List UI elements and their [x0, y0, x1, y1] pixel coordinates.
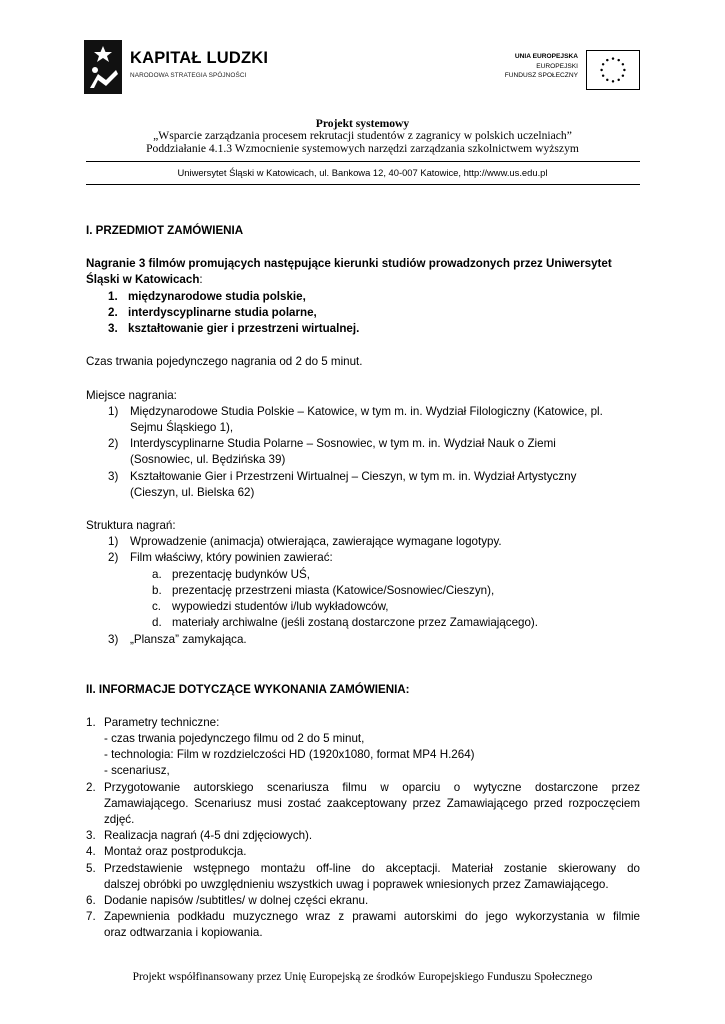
- location-3-line1: Kształtowanie Gier i Przestrzeni Wirtualnej – Cieszyn, w tym m. in. Wydział Artystyczny: [130, 470, 577, 483]
- eu-line2: EUROPEJSKI: [536, 62, 578, 70]
- kapital-ludzki-emblem-icon: [84, 40, 122, 94]
- film-content-b: prezentację przestrzeni miasta (Katowice/Sosnowiec/Cieszyn),: [172, 584, 495, 597]
- major-num-2: 2.: [108, 306, 118, 319]
- item4-text: Montaż oraz postprodukcja.: [104, 845, 247, 858]
- item1-title: Parametry techniczne:: [104, 716, 220, 729]
- structure-item-2: Film właściwy, który powinien zawierać:: [130, 551, 333, 564]
- item1-sub-1: - czas trwania pojedynczego filmu od 2 do 5 minut,: [104, 732, 365, 745]
- eu-logo-text: [505, 52, 578, 81]
- film-content-num-d: d.: [152, 616, 162, 629]
- footer-cofinancing-note: Projekt współfinansowany przez Unię Europejską ze środków Europejskiego Funduszu Społecznego: [132, 971, 593, 983]
- kl-logo-title: KAPITAŁ LUDZKI: [130, 49, 269, 67]
- structure-num-2: 2): [108, 551, 119, 564]
- project-title: Projekt systemowy: [315, 117, 410, 130]
- location-2-line2: (Sosnowiec, ul. Będzińska 39): [130, 453, 286, 466]
- item6-text: Dodanie napisów /subtitles/ w dolnej części ekranu.: [104, 894, 369, 907]
- major-item-1: międzynarodowe studia polskie,: [128, 290, 306, 303]
- item2-line3: zdjęć.: [104, 813, 135, 826]
- intro-line2-bold: Śląski w Katowicach: [86, 273, 200, 286]
- film-content-num-a: a.: [152, 568, 162, 581]
- item5-num: 5.: [86, 862, 96, 875]
- item7-line1: Zapewnienia podkładu muzycznego wraz z prawami autorskimi do jego wykorzystania w filmie: [104, 910, 640, 923]
- intro-line2: [86, 273, 203, 287]
- film-content-d: materiały archiwalne (jeśli zostaną dostarczone przez Zamawiającego).: [172, 616, 539, 629]
- location-num-2: 2): [108, 437, 119, 450]
- film-content-a: prezentację budynków UŚ,: [172, 568, 310, 581]
- film-content-c: wypowiedzi studentów i/lub wykładowców,: [172, 600, 389, 613]
- item1-num: 1.: [86, 716, 96, 729]
- location-1-line1: Międzynarodowe Studia Polskie – Katowice, w tym m. in. Wydział Filologiczny (Katowice, pl.: [130, 405, 603, 418]
- major-num-3: 3.: [108, 322, 118, 335]
- section1-heading: I. PRZEDMIOT ZAMÓWIENIA: [86, 224, 244, 237]
- item1-sub-3: - scenariusz,: [104, 764, 170, 777]
- item3-num: 3.: [86, 829, 96, 842]
- film-content-num-b: b.: [152, 584, 162, 597]
- header-divider-bottom: [86, 184, 640, 185]
- item1-sub-2: - technologia: Film w rozdzielczości HD (1920x1080, format MP4 H.264): [104, 748, 475, 761]
- item2-num: 2.: [86, 781, 96, 794]
- structure-num-1: 1): [108, 535, 119, 548]
- item3-text: Realizacja nagrań (4-5 dni zdjęciowych).: [104, 829, 313, 842]
- intro-line1: Nagranie 3 filmów promujących następujące kierunki studiów prowadzonych przez Uniwersytet: [86, 257, 612, 270]
- eu-logo: [500, 50, 640, 94]
- section2-heading: II. INFORMACJE DOTYCZĄCE WYKONANIA ZAMÓWIENIA:: [86, 683, 410, 696]
- project-measure: Poddziałanie 4.1.3 Wzmocnienie systemowych narzędzi zarządzania szkolnictwem wyższym: [146, 142, 579, 155]
- film-content-num-c: c.: [152, 600, 162, 613]
- item5-line1: Przedstawienie wstępnego montażu off-line do akceptacji. Materiał zostanie skierowany do: [104, 862, 640, 875]
- eu-flag-icon: [586, 50, 640, 90]
- item6-num: 6.: [86, 894, 96, 907]
- duration-text: Czas trwania pojedynczego nagrania od 2 do 5 minut.: [86, 355, 363, 368]
- item7-line2: oraz odtwarzania i kopiowania.: [104, 926, 263, 939]
- kl-logo-subtitle: NARODOWA STRATEGIA SPÓJNOŚCI: [130, 72, 247, 79]
- location-3-line2: (Cieszyn, ul. Bielska 62): [130, 486, 255, 499]
- project-name: „Wsparcie zarządzania procesem rekrutacji studentów z zagranicy w polskich uczelniach”: [153, 129, 572, 142]
- intro-line2-colon: :: [199, 273, 203, 286]
- major-item-3: kształtowanie gier i przestrzeni wirtualnej.: [128, 322, 360, 335]
- major-num-1: 1.: [108, 290, 118, 303]
- structure-heading: Struktura nagrań:: [86, 519, 176, 532]
- item2-line2: Zamawiającego. Scenariusz musi zostać zaakceptowany przez Zamawiającego przed rozpoczęciem: [104, 797, 640, 810]
- item2-line1: Przygotowanie autorskiego scenariusza filmu w oparciu o wytyczne dostarczone przez: [104, 781, 640, 794]
- location-2-line1: Interdyscyplinarne Studia Polarne – Sosnowiec, w tym m. in. Wydział Nauk o Ziemi: [130, 437, 556, 450]
- university-address: Uniwersytet Śląski w Katowicach, ul. Bankowa 12, 40-007 Katowice, http://www.us.edu.pl: [177, 167, 548, 178]
- location-1-line2: Sejmu Śląskiego 1),: [130, 421, 234, 434]
- major-item-2: interdyscyplinarne studia polarne,: [128, 306, 317, 319]
- location-num-3: 3): [108, 470, 119, 483]
- item4-num: 4.: [86, 845, 96, 858]
- kapital-ludzki-logo: [84, 40, 284, 96]
- eu-line3: FUNDUSZ SPOŁECZNY: [504, 72, 578, 80]
- header-divider-top: [86, 161, 640, 162]
- locations-heading: Miejsce nagrania:: [86, 389, 177, 402]
- item5-line2: dalszej obróbki po uwzględnieniu wszystkich uwag i poprawek wniesionych przez Zamawiającego.: [104, 878, 609, 891]
- structure-item-1: Wprowadzenie (animacja) otwierająca, zawierające wymagane logotypy.: [130, 535, 502, 548]
- item7-num: 7.: [86, 910, 96, 923]
- structure-num-3: 3): [108, 633, 119, 646]
- structure-item-3: „Plansza” zamykająca.: [130, 633, 247, 646]
- eu-line1: UNIA EUROPEJSKA: [514, 53, 578, 60]
- location-num-1: 1): [108, 405, 119, 418]
